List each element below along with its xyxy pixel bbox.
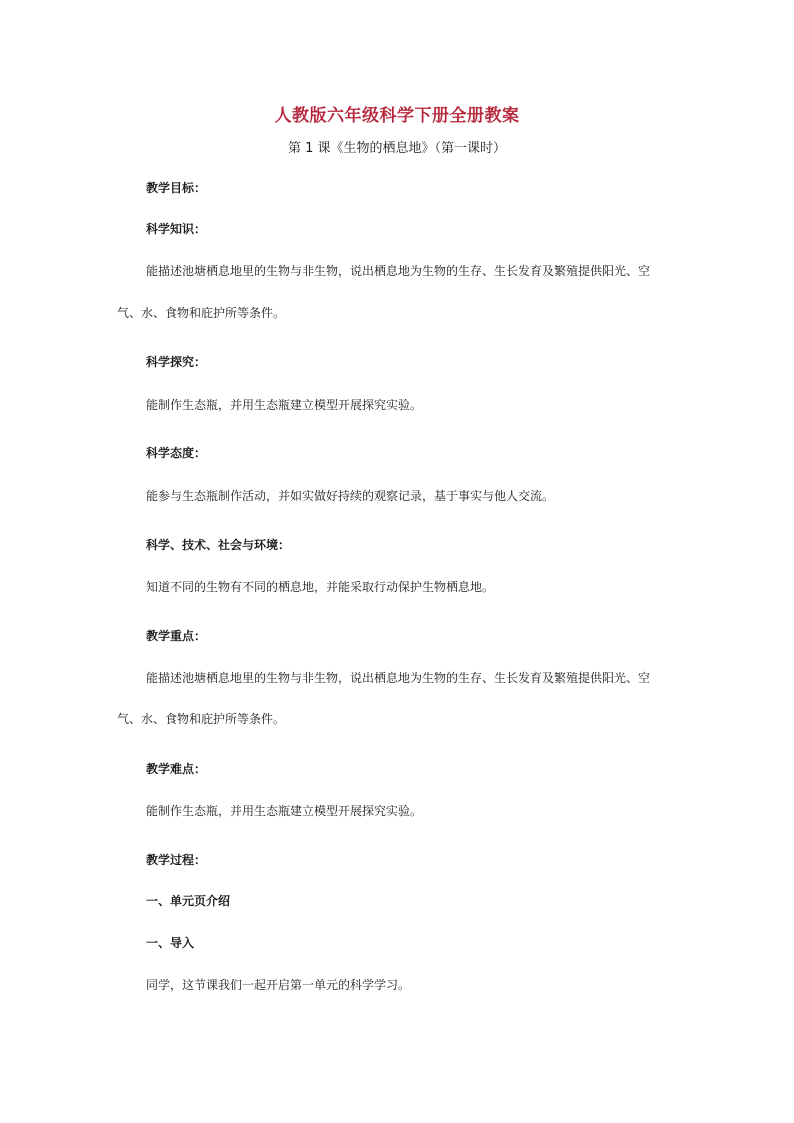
paragraph-knowledge-line1: 能描述池塘栖息地里的生物与非生物，说出栖息地为生物的生存、生长发育及繁殖提供阳光、空 xyxy=(146,264,651,278)
lesson-subtitle: 第 1 课《生物的栖息地》（第一课时） xyxy=(287,141,507,156)
heading-key-points: 教学重点： xyxy=(146,629,207,643)
paragraph-key-line1: 能描述池塘栖息地里的生物与非生物，说出栖息地为生物的生存、生长发育及繁殖提供阳光、空 xyxy=(146,671,651,685)
heading-introduction: 一、导入 xyxy=(146,936,195,950)
heading-inquiry: 科学探究： xyxy=(146,355,207,369)
paragraph-difficulties: 能制作生态瓶，并用生态瓶建立模型开展探究实验。 xyxy=(146,804,423,818)
heading-process: 教学过程： xyxy=(146,853,207,867)
paragraph-sts: 知道不同的生物有不同的栖息地，并能采取行动保护生物栖息地。 xyxy=(146,580,495,594)
heading-unit-intro: 一、单元页介绍 xyxy=(146,894,231,908)
paragraph-introduction: 同学，这节课我们一起开启第一单元的科学学习。 xyxy=(146,978,411,992)
paragraph-key-line2: 气、水、食物和庇护所等条件。 xyxy=(117,712,286,726)
heading-difficulties: 教学难点： xyxy=(146,762,207,776)
heading-attitude: 科学态度： xyxy=(146,446,207,460)
paragraph-inquiry: 能制作生态瓶，并用生态瓶建立模型开展探究实验。 xyxy=(146,398,423,412)
paragraph-knowledge-line2: 气、水、食物和庇护所等条件。 xyxy=(117,306,286,320)
heading-sts: 科学、技术、社会与环境： xyxy=(146,538,291,552)
document-title: 人教版六年级科学下册全册教案 xyxy=(274,106,520,126)
heading-objectives: 教学目标： xyxy=(146,181,207,195)
heading-knowledge: 科学知识： xyxy=(146,222,207,236)
paragraph-attitude: 能参与生态瓶制作活动，并如实做好持续的观察记录，基于事实与他人交流。 xyxy=(146,489,555,503)
